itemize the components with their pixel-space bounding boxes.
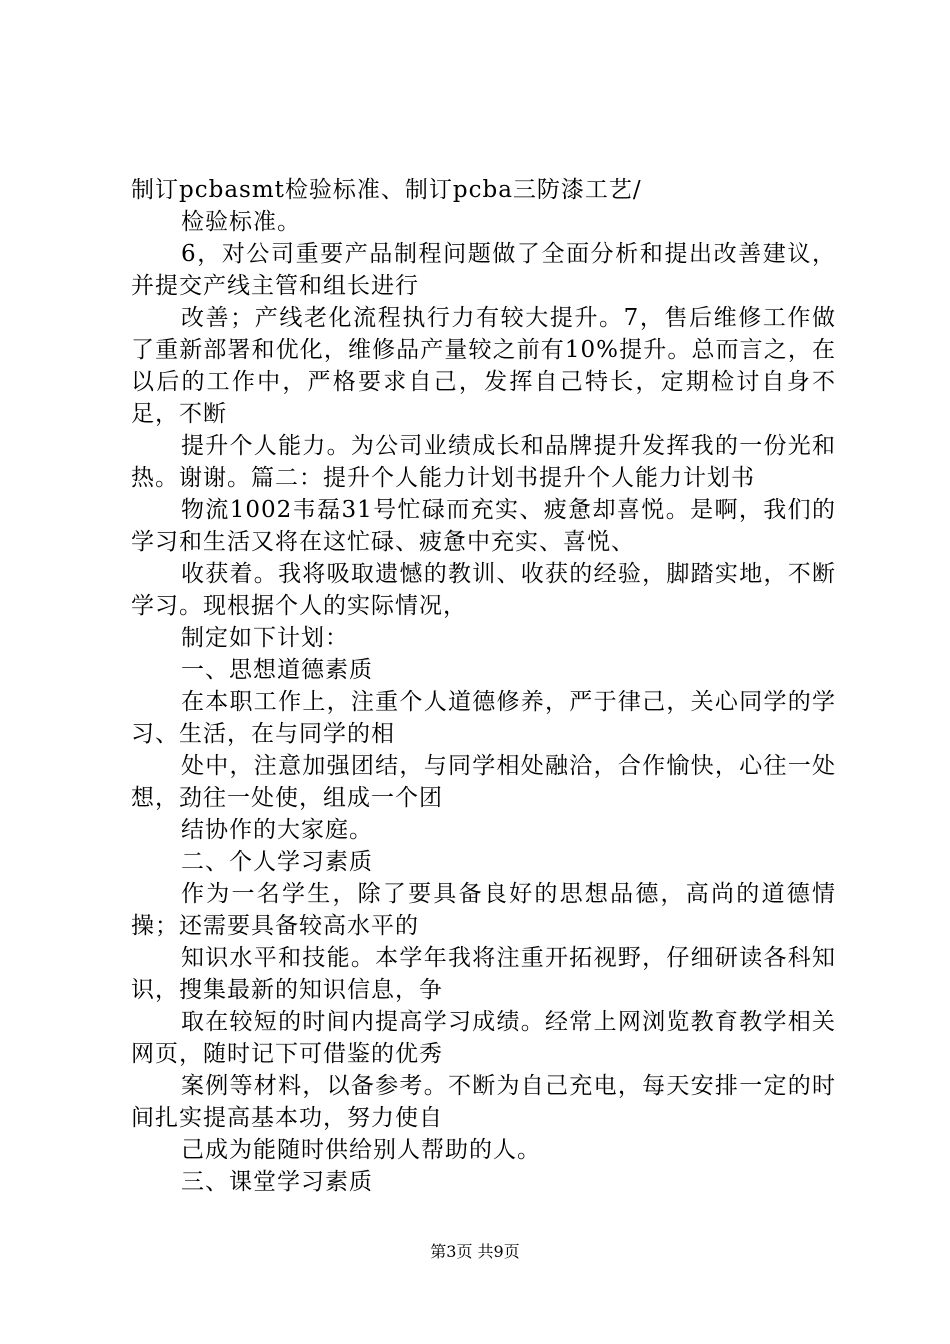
paragraph: 处中，注意加强团结，与同学相处融洽，合作愉快，心往一处想，劲往一处使，组成一个团: [131, 753, 836, 811]
paragraph: 在本职工作上，注重个人道德修养，严于律己，关心同学的学习、生活，在与同学的相: [131, 689, 836, 747]
paragraph: 案例等材料，以备参考。不断为自己充电，每天安排一定的时间扎实提高基本功，努力使自: [131, 1073, 836, 1131]
page-footer: 第3页 共9页: [430, 1242, 520, 1261]
section-heading: 二、个人学习素质: [181, 849, 373, 875]
paragraph: 制定如下计划：: [181, 625, 349, 651]
paragraph: 己成为能随时供给别人帮助的人。: [181, 1137, 541, 1163]
paragraph: 改善；产线老化流程执行力有较大提升。7，售后维修工作做了重新部署和优化，维修品产量较之前有10%提升。总而言之，在以后的工作中，严格要求自己，发挥自己特长，定期检讨自身不足，不断: [131, 305, 836, 427]
paragraph: 结协作的大家庭。: [181, 817, 373, 843]
paragraph: 提升个人能力。为公司业绩成长和品牌提升发挥我的一份光和热。谢谢。篇二：提升个人能力计划书提升个人能力计划书: [131, 433, 836, 491]
paragraph: 取在较短的时间内提高学习成绩。经常上网浏览教育教学相关网页，随时记下可借鉴的优秀: [131, 1009, 836, 1067]
paragraph: 制订pcbasmt检验标准、制订pcba三防漆工艺/: [131, 177, 642, 203]
section-heading: 一、思想道德素质: [181, 657, 373, 683]
paragraph: 6，对公司重要产品制程问题做了全面分析和提出改善建议，并提交产线主管和组长进行: [131, 241, 836, 299]
section-heading: 三、课堂学习素质: [181, 1169, 373, 1195]
paragraph: 物流1002韦磊31号忙碌而充实、疲惫却喜悦。是啊，我们的学习和生活又将在这忙碌、疲惫中充实、喜悦、: [131, 497, 836, 555]
paragraph: 检验标准。: [181, 209, 301, 235]
paragraph: 知识水平和技能。本学年我将注重开拓视野，仔细研读各科知识，搜集最新的知识信息，争: [131, 945, 836, 1003]
document-body: [131, 174, 836, 1198]
paragraph: 收获着。我将吸取遗憾的教训、收获的经验，脚踏实地，不断学习。现根据个人的实际情况，: [131, 561, 836, 619]
paragraph: 作为一名学生，除了要具备良好的思想品德，高尚的道德情操；还需要具备较高水平的: [131, 881, 836, 939]
